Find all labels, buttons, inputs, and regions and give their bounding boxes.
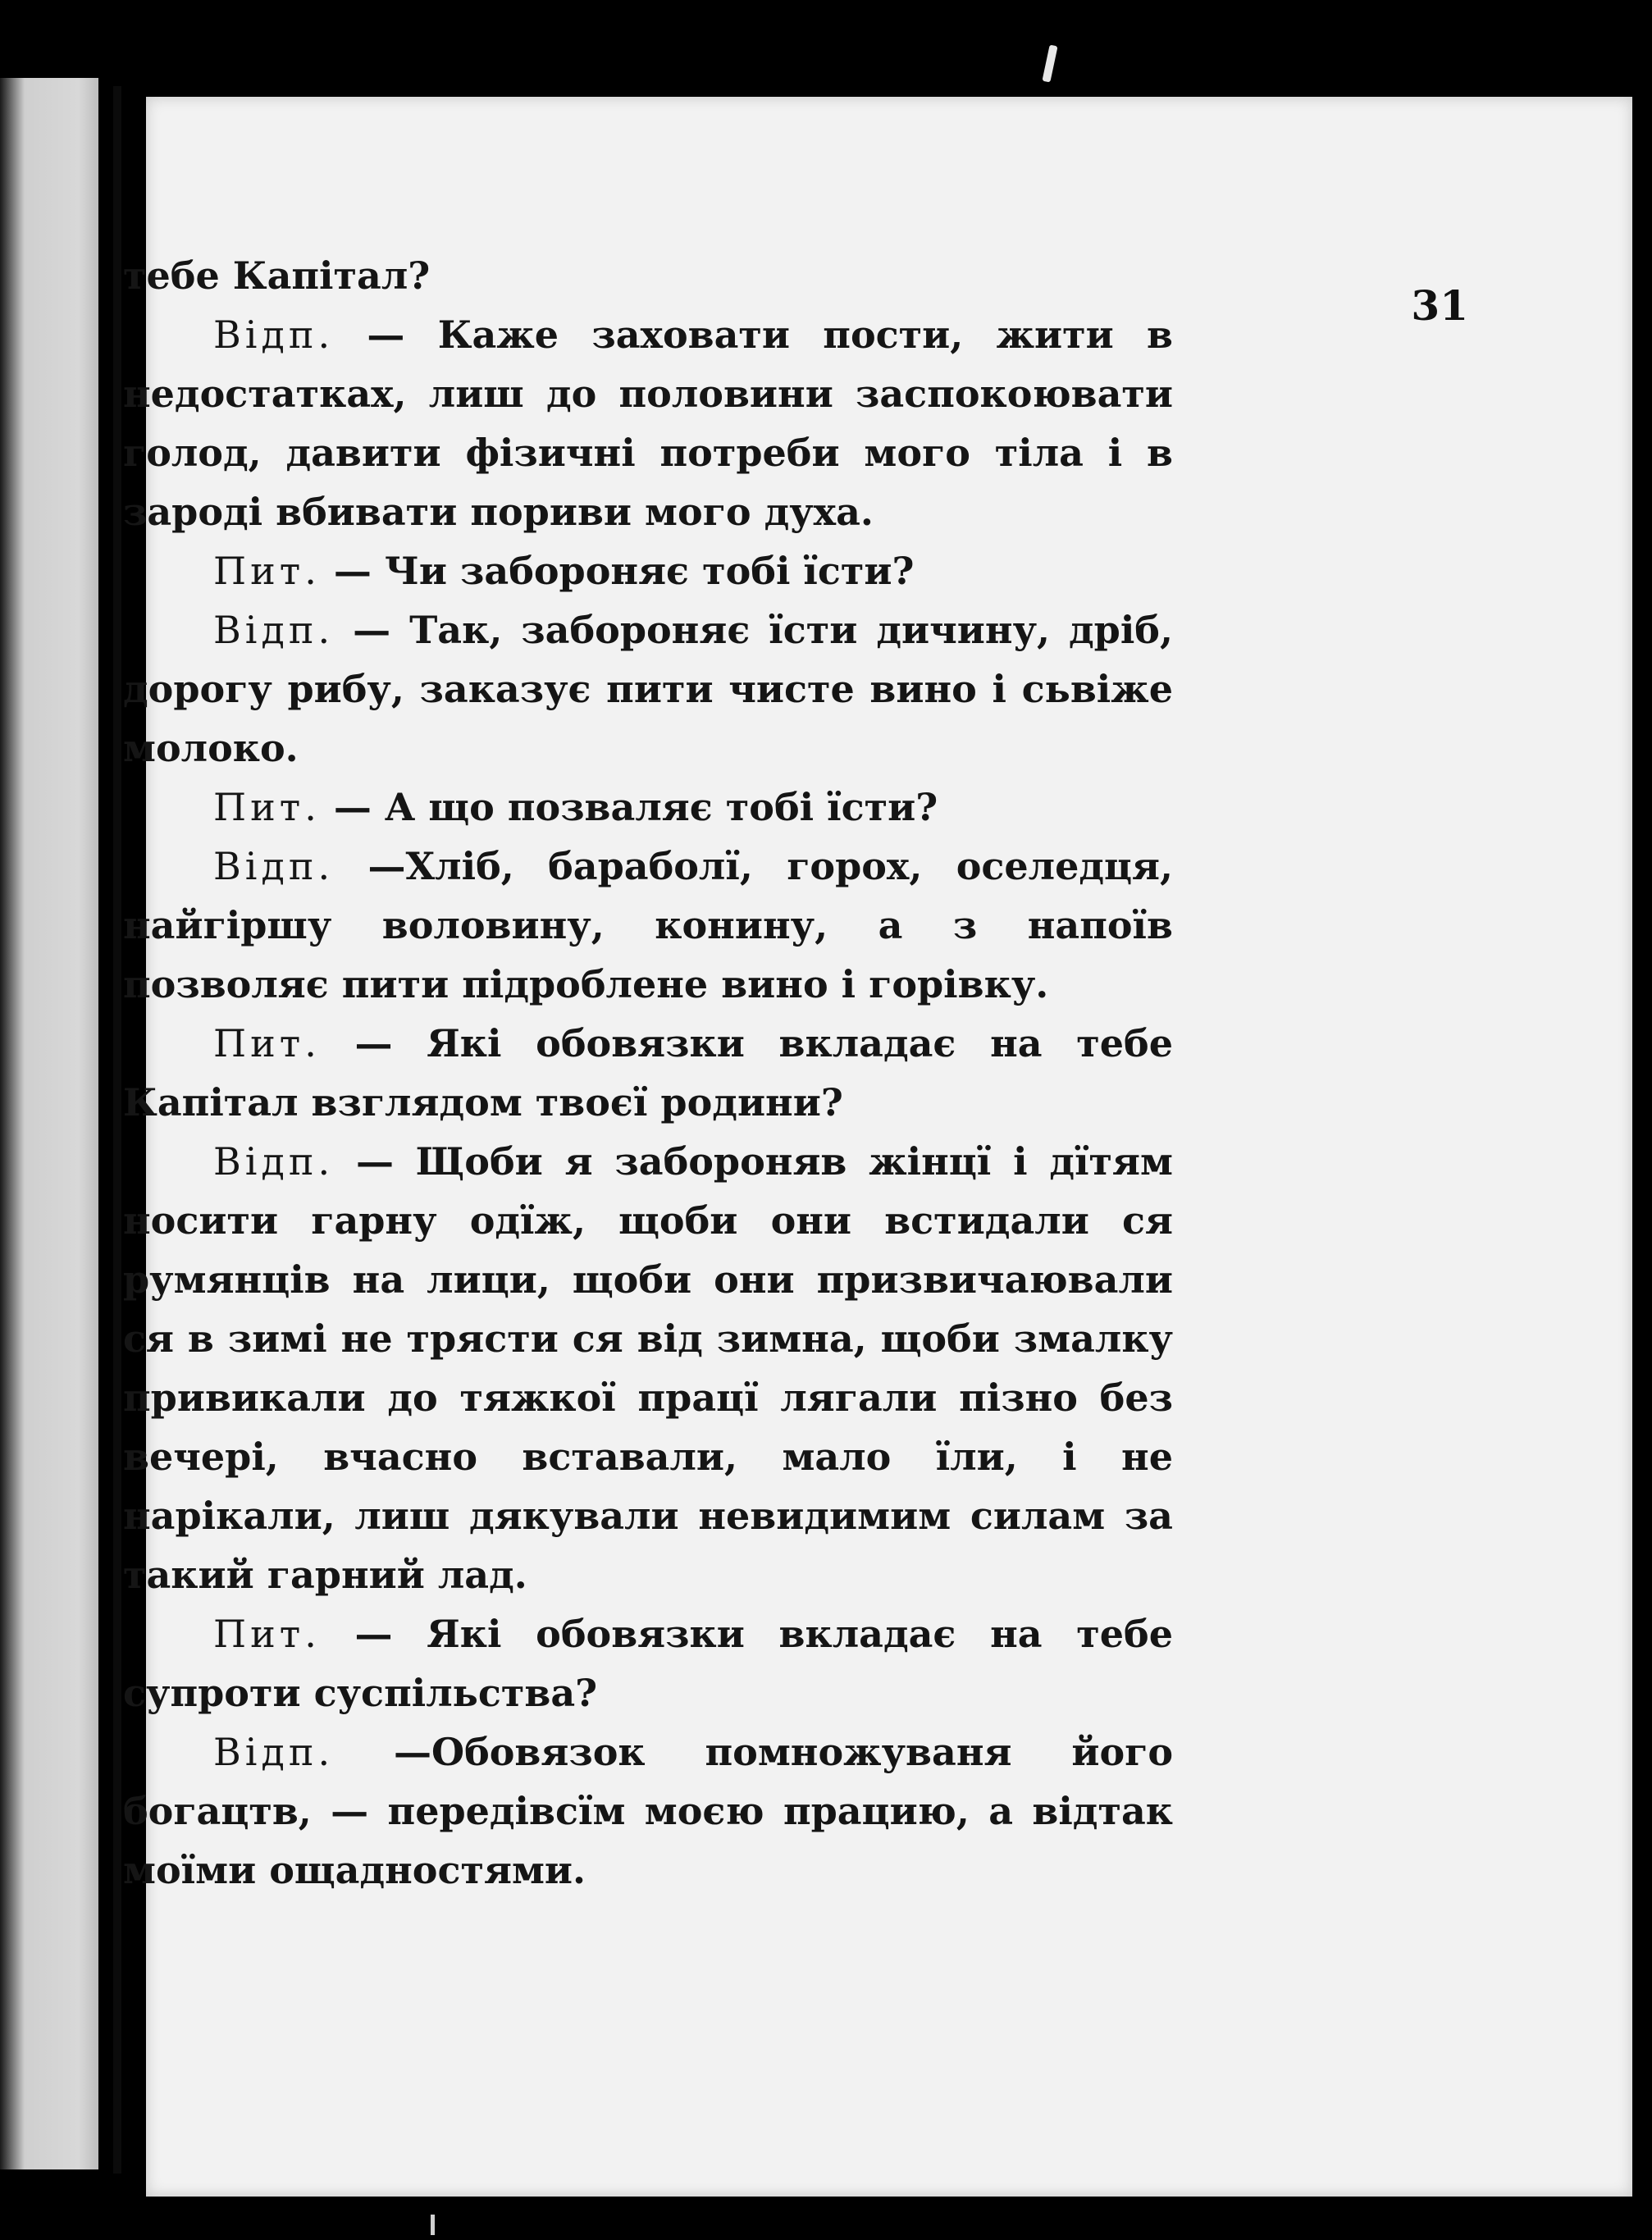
dash: — bbox=[334, 1730, 431, 1774]
dash: — bbox=[320, 1021, 427, 1065]
facing-page-edge bbox=[0, 78, 98, 2169]
speaker-label: Пит. bbox=[213, 785, 321, 829]
paragraph bbox=[123, 1132, 1173, 1604]
dash: — bbox=[334, 1139, 416, 1184]
speaker-label: Відп. bbox=[213, 844, 335, 888]
paragraph bbox=[123, 837, 1173, 1014]
page-number: 31 bbox=[1411, 281, 1468, 330]
paragraph bbox=[123, 1014, 1173, 1132]
paragraph bbox=[123, 1604, 1173, 1722]
paragraph-text: Так, забороняє їсти дичину, дріб, дорогу рибу, заказує пити чисте вино і сьвіже молоко. bbox=[123, 608, 1174, 770]
paragraph bbox=[123, 778, 1173, 837]
speaker-label: Відп. bbox=[213, 1730, 335, 1774]
book-spine bbox=[113, 86, 121, 2174]
paragraph bbox=[123, 246, 1173, 305]
paragraph-text: тебе Капітал? bbox=[123, 253, 431, 298]
paragraph bbox=[123, 541, 1173, 600]
page-text bbox=[123, 246, 1173, 1900]
speaker-label: Пит. bbox=[213, 1612, 321, 1656]
scan-mark bbox=[1042, 44, 1057, 82]
speaker-label: Відп. bbox=[213, 313, 335, 357]
speaker-label: Пит. bbox=[213, 549, 321, 593]
speaker-label: Відп. bbox=[213, 608, 335, 652]
scan-mark bbox=[431, 2215, 435, 2235]
speaker-label: Пит. bbox=[213, 1021, 321, 1065]
paragraph-text: Щоби я забороняв жінцї і дїтям носити гарну одїж, щоби они встидали ся румянців на лици, щоби они призвичаювали ся в зимі не трясти ся від зимна, щоби змалку привикали до тяжкої працї лягали пізно без вечері, вчасно вставали, мало їли, і не нарікали, лиш дякували невидимим силам за такий гарний лад. bbox=[123, 1139, 1173, 1597]
dash: — bbox=[334, 608, 410, 652]
dash: — bbox=[334, 844, 406, 888]
paragraph bbox=[123, 600, 1173, 778]
paragraph-text: Хліб, бараболї, горох, оселедця, найгіршу воловину, конину, а з напоїв позволяє пити підроблене вино і горівку. bbox=[123, 844, 1173, 1006]
dash: — bbox=[320, 1612, 427, 1656]
paragraph-text: А що позваляє тобі їсти? bbox=[384, 785, 938, 829]
dash: — bbox=[320, 549, 385, 593]
speaker-label: Відп. bbox=[213, 1139, 335, 1184]
dash: — bbox=[320, 785, 385, 829]
paragraph bbox=[123, 305, 1173, 541]
paragraph bbox=[123, 1722, 1173, 1900]
paragraph-text: Які обовязки вкладає на тебе супроти суспільства? bbox=[123, 1612, 1174, 1715]
paragraph-text: Чи забороняє тобі їсти? bbox=[384, 549, 915, 593]
paragraph-text: Каже заховати пости, жити в недостатках, лиш до половини заспокоювати голод, давити фізичні потреби мого тіла і в зароді вбивати пориви мого духа. bbox=[123, 313, 1174, 534]
dash: — bbox=[334, 313, 438, 357]
paragraph-text: Які обовязки вкладає на тебе Капітал взглядом твоєї родини? bbox=[123, 1021, 1174, 1125]
paragraph-text: Обовязок помножуваня його богацтв, — передівсїм моєю працию, а відтак моїми ощадностями. bbox=[123, 1730, 1174, 1892]
